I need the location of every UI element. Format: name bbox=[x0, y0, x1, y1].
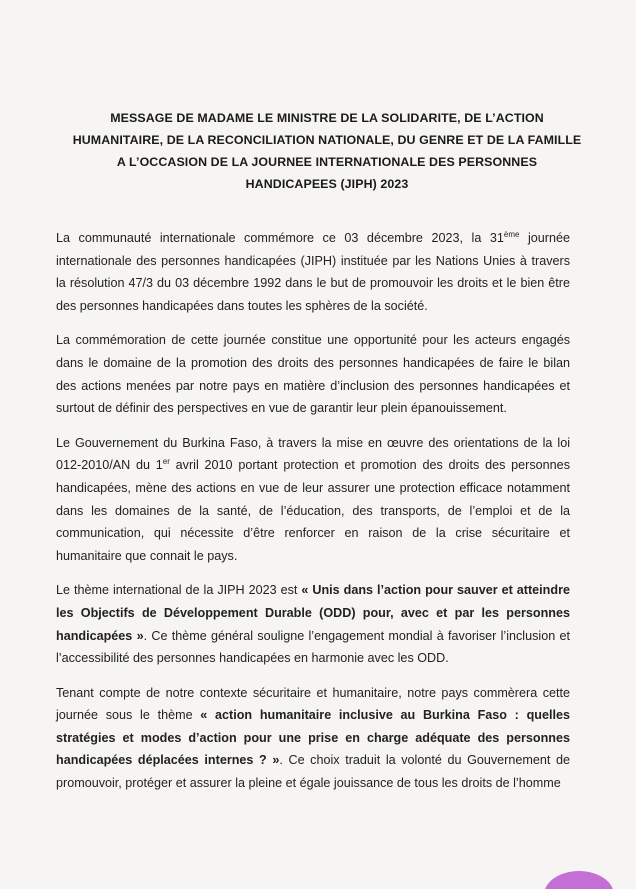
superscript: ème bbox=[503, 229, 520, 239]
theme-international: « Unis dans l’action pour sauver et atteindre les Objectifs de Développement Durable (ODD) pour, avec et par les personnes handicapées » bbox=[56, 583, 570, 643]
document-title: MESSAGE DE MADAME LE MINISTRE DE LA SOLIDARITE, DE L’ACTION HUMANITAIRE, DE LA RECONCILIATION NATIONALE, DU GENRE ET DE LA FAMILLE A L’OCCASION DE LA JOURNEE INTERNATIONALE DES PERSONNES HANDICAPEES (JIPH) 2023 bbox=[72, 111, 582, 191]
paragraph-3: Le Gouvernement du Burkina Faso, à travers la mise en œuvre des orientations de la loi 012-2010/AN du 1er avril 2010 portant protection et promotion des droits des personnes handicapées, mène des actions en vue de leur assurer une protection efficace notamment dans les domaines de la santé, de l’éducation, des transports, de l’emploi et de la communication, qui nécessite d’être renforcer en raison de la crise sécuritaire et humanitaire que connait le pays. bbox=[56, 435, 570, 563]
superscript: er bbox=[162, 457, 170, 467]
paragraph-1: La communauté internationale commémore ce 03 décembre 2023, la 31ème journée internationale des personnes handicapées (JIPH) instituée par les Nations Unies à travers la résolution 47/3 du 03 décembre 1992 dans le but de promouvoir les droits et le bien être des personnes handicapées dans toutes les sphères de la société. bbox=[56, 229, 570, 313]
paragraph-5: Tenant compte de notre contexte sécuritaire et humanitaire, notre pays commèrera cette journée sous le thème « action humanitaire inclusive au Burkina Faso : quelles stratégies et modes d’action pour une prise en charge adéquate des personnes handicapées déplacées internes ? ». Ce choix traduit la volonté du Gouvernement de promouvoir, protéger et assurer la pleine et égale jouissance de tous les droits de l’homme bbox=[56, 685, 570, 791]
paragraph-2: La commémoration de cette journée constitue une opportunité pour les acteurs engagés dans le domaine de la promotion des droits des personnes handicapées de faire le bilan des actions menées par notre pays en matière d’inclusion des personnes handicapées et surtout de définir des perspectives en vue de garantir leur plein épanouissement. bbox=[56, 333, 570, 416]
document-body bbox=[56, 227, 570, 807]
theme-national: « action humanitaire inclusive au Burkina Faso : quelles stratégies et modes d’action pour une prise en charge adéquate des personnes handicapées déplacées internes ? » bbox=[56, 708, 570, 768]
purple-circle-mark bbox=[544, 871, 614, 889]
paragraph-4: Le thème international de la JIPH 2023 est « Unis dans l’action pour sauver et atteindre les Objectifs de Développement Durable (ODD) pour, avec et par les personnes handicapées ». Ce thème général souligne l’engagement mondial à favoriser l’inclusion et l’accessibilité des personnes handicapées en harmonie avec les ODD. bbox=[56, 583, 570, 666]
